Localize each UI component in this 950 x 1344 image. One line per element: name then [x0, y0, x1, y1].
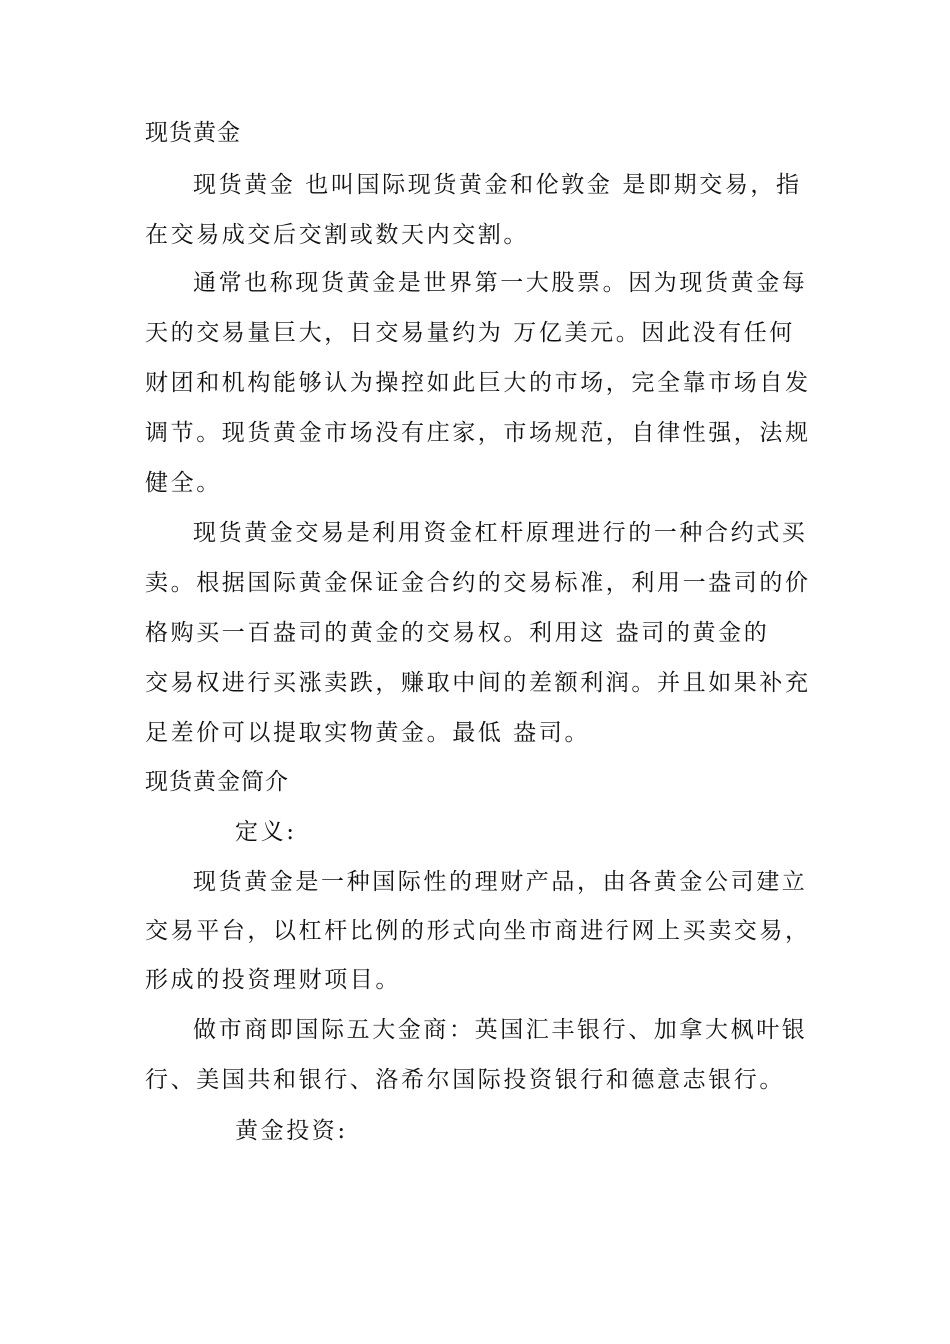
paragraph-3-line-5: 足差价可以提取实物黄金。最低 盎司。	[145, 720, 591, 746]
paragraph-4-line-2: 交易平台，以杠杆比例的形式向坐市商进行网上买卖交易，	[145, 918, 811, 944]
paragraph-2-line-1: 通常也称现货黄金是世界第一大股票。因为现货黄金每	[193, 270, 808, 296]
definition-label: 定义:	[235, 819, 297, 845]
paragraph-4-line-1: 现货黄金是一种国际性的理财产品，由各黄金公司建立	[193, 869, 808, 895]
paragraph-2-line-4: 调节。现货黄金市场没有庄家，市场规范，自律性强，法规	[145, 420, 811, 446]
paragraph-2-line-2: 天的交易量巨大，日交易量约为 万亿美元。因此没有任何	[145, 320, 795, 346]
paragraph-3-line-4: 交易权进行买涨卖跌，赚取中间的差额利润。并且如果补充	[145, 670, 811, 696]
paragraph-1-line-1: 现货黄金 也叫国际现货黄金和伦敦金 是即期交易，指	[193, 172, 802, 198]
paragraph-3-line-2: 卖。根据国际黄金保证金合约的交易标准，利用一盎司的价	[145, 570, 811, 596]
paragraph-3-line-1: 现货黄金交易是利用资金杠杆原理进行的一种合约式买	[193, 520, 808, 546]
paragraph-5-line-1: 做市商即国际五大金商：英国汇丰银行、加拿大枫叶银	[193, 1017, 808, 1043]
doc-title: 现货黄金	[145, 120, 241, 146]
paragraph-2-line-5: 健全。	[145, 470, 222, 496]
paragraph-4-line-3: 形成的投资理财项目。	[145, 967, 401, 993]
investment-label: 黄金投资:	[235, 1118, 348, 1144]
paragraph-3-line-3: 格购买一百盎司的黄金的交易权。利用这 盎司的黄金的	[145, 620, 770, 646]
section-title: 现货黄金简介	[145, 769, 289, 795]
paragraph-5-line-2: 行、美国共和银行、洛希尔国际投资银行和德意志银行。	[145, 1067, 785, 1093]
paragraph-2-line-3: 财团和机构能够认为操控如此巨大的市场，完全靠市场自发	[145, 370, 811, 396]
paragraph-1-line-2: 在交易成交后交割或数天内交割。	[145, 222, 529, 248]
